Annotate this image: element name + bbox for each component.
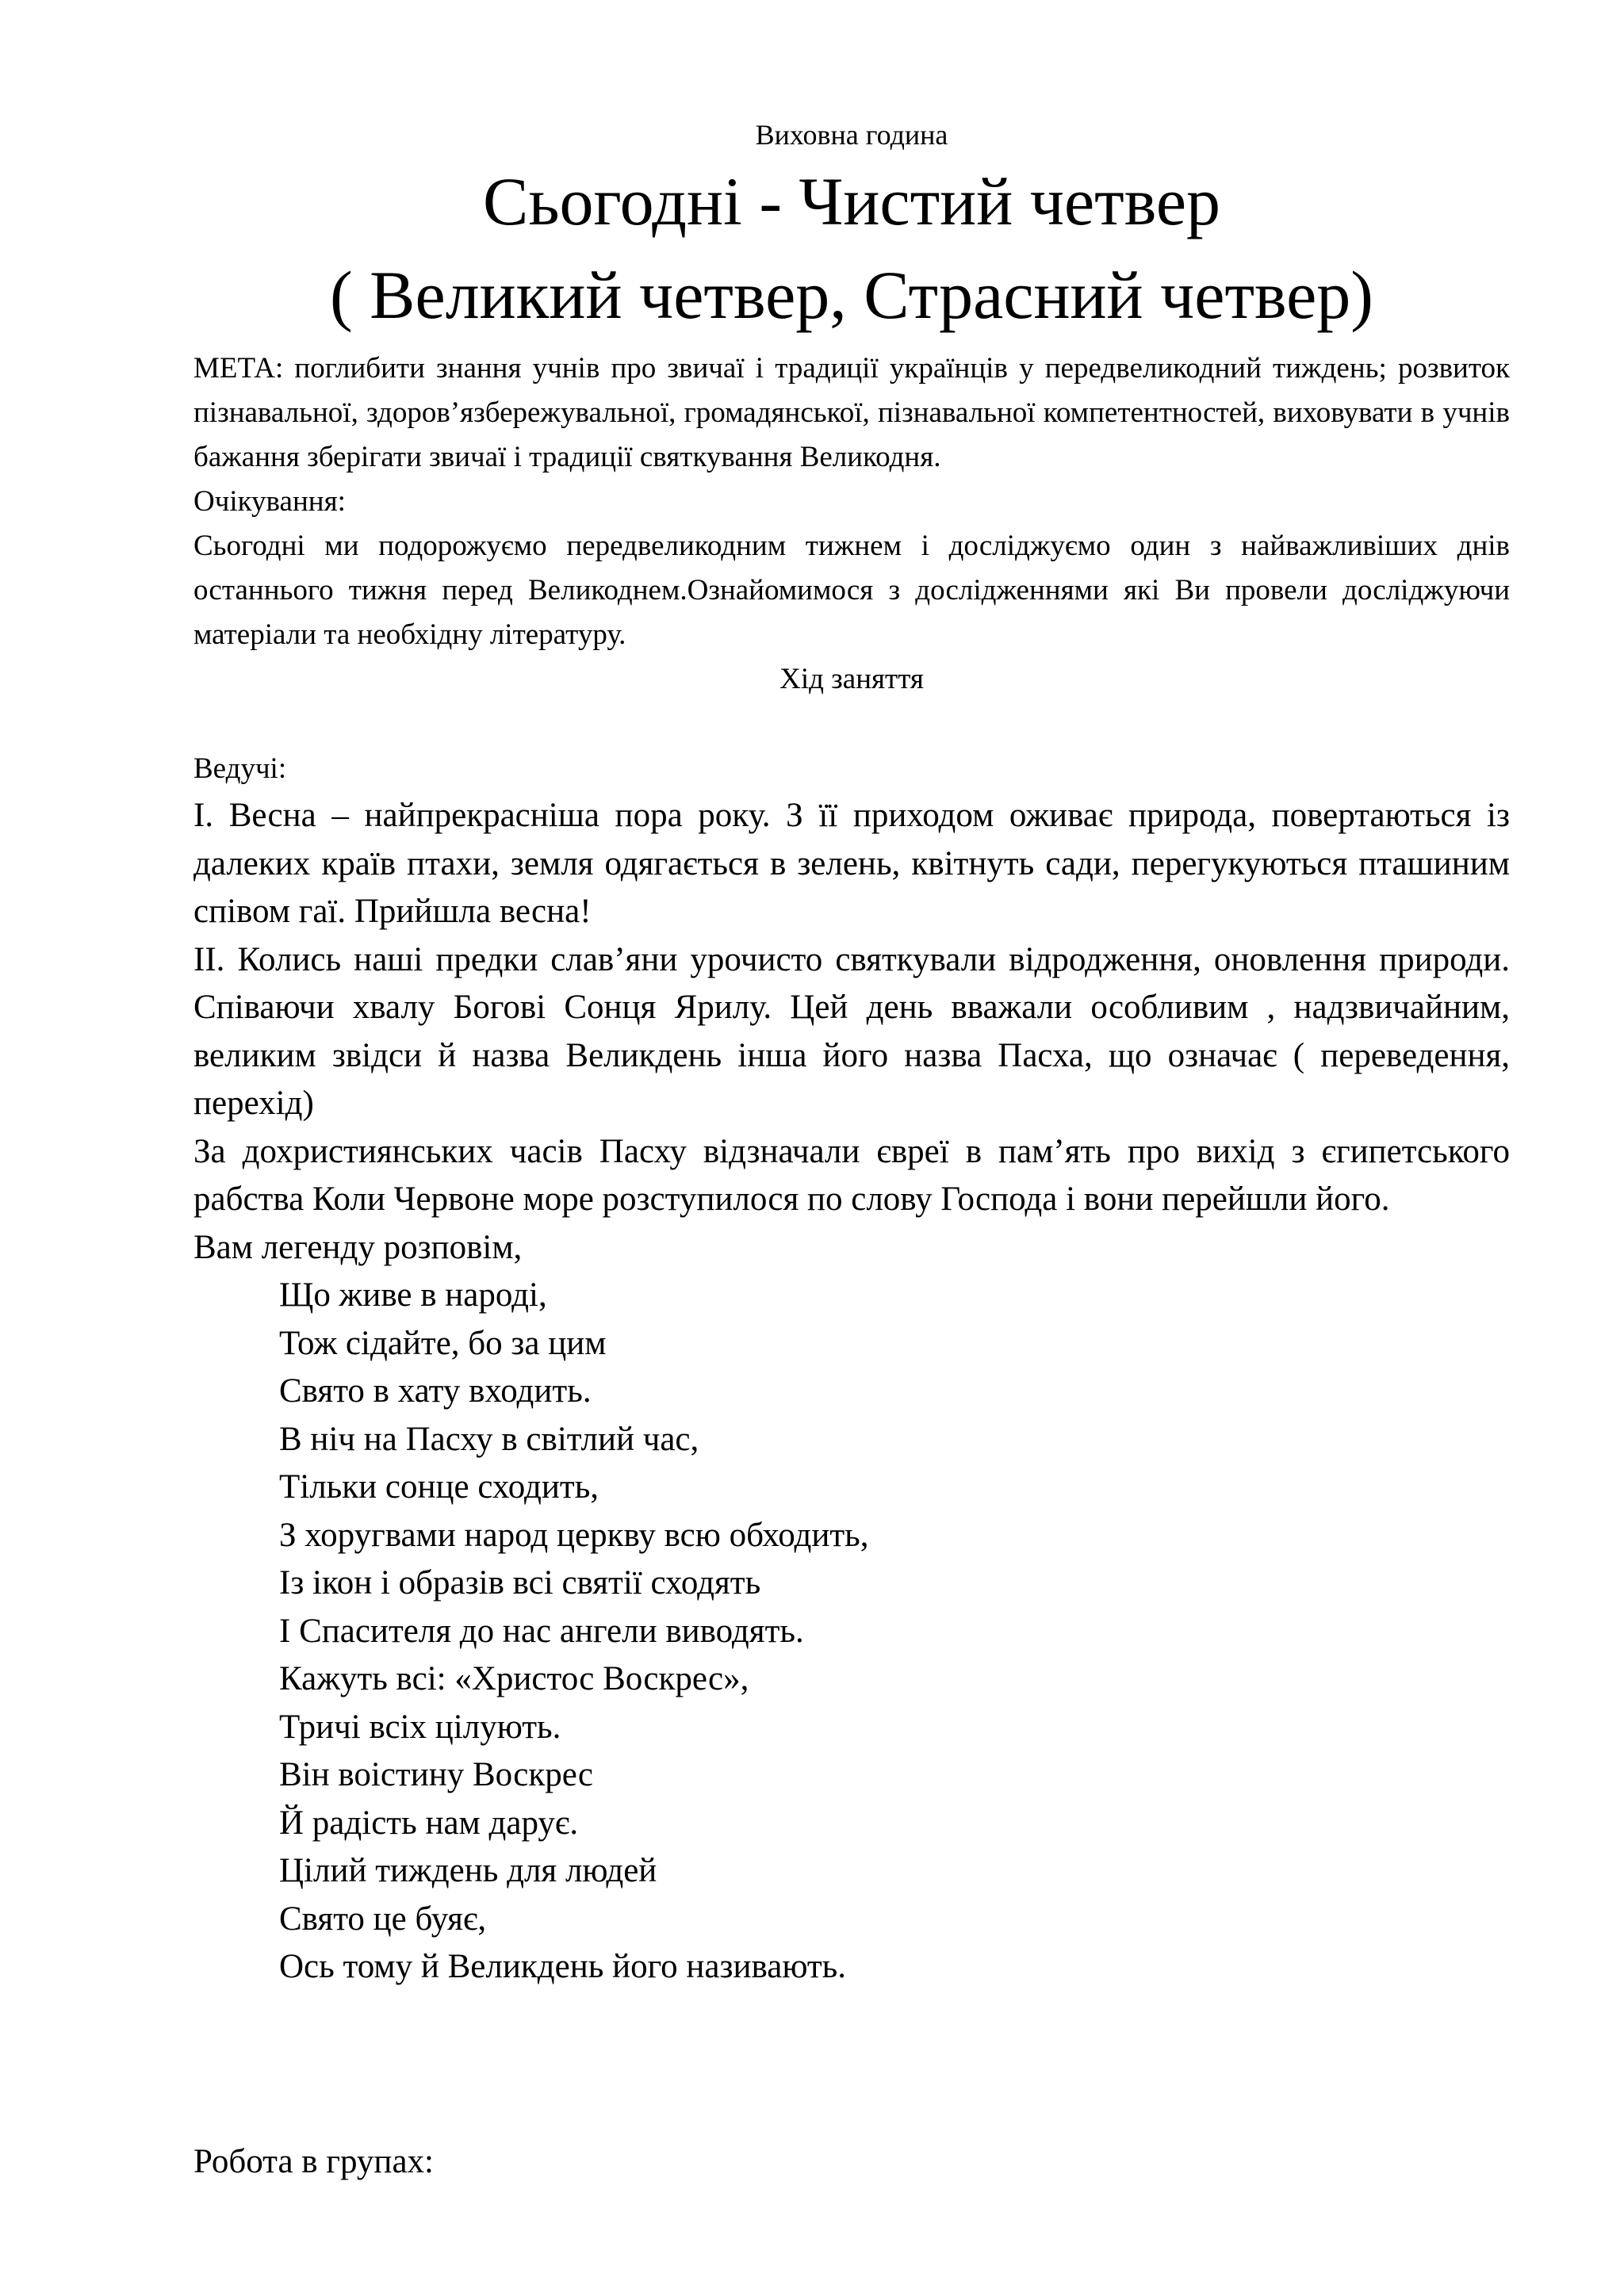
goal-paragraph: МЕТА: поглибити знання учнів про звичаї і традиції українців у передвеликодний тиждень; розвиток пізнавальної, здоров’язбережувальної, громадянської, пізнавальної компетентностей, виховувати в учнів бажання зберігати звичаї і традиції святкування Великодня. [193, 352, 1510, 473]
lesson-heading: Хід заняття [779, 663, 924, 695]
paragraph-passover: За дохристиянських часів Пасху відзначали євреї в пам’ять про вихід з єгипетського рабства Коли Червоне море розступилося по слову Господа і вони перейшли його. [193, 1132, 1510, 1218]
document-content [193, 115, 1510, 2186]
poem-line: Тричі всіх цілують. [279, 1708, 561, 1746]
document-title-line-1: Сьогодні - Чистий четвер [482, 163, 1221, 239]
expectations-label: Очікування: [193, 485, 346, 518]
document-title-line-2: ( Великий четвер, Страсний четвер) [330, 257, 1373, 333]
paragraph-legend-intro: Вам легенду розповім, [193, 1228, 523, 1266]
poem-line: Ось тому й Великдень його називають. [279, 1948, 847, 1985]
poem-line: І Спасителя до нас ангели виводять. [279, 1612, 804, 1650]
poem-line: Свято в хату входить. [279, 1372, 592, 1410]
poem-line: З хоругвами народ церкву всю обходить, [279, 1516, 869, 1554]
hosts-label: Ведучі: [193, 752, 287, 785]
poem-line: Кажуть всі: «Христос Воскрес», [279, 1660, 749, 1697]
expectations-text: Сьогодні ми подорожуємо передвеликодним тижнем і досліджуємо один з найважливіших днів останнього тижня перед Великоднем.Ознайомимося з дослідженнями які Ви провели досліджуючи матеріали та необхідну літературу. [193, 530, 1510, 651]
document-subtitle: Виховна година [755, 119, 948, 151]
paragraph-ancestors: ІІ. Колись наші предки слав’яни урочисто святкували відродження, оновлення природи. Співаючи хвалу Богові Сонця Ярилу. Цей день вважали особливим , надзвичайним, великим звідси й назва Великдень інша його назва Пасха, що означає ( переведення, перехід) [193, 940, 1510, 1122]
poem-line: Що живе в народі, [279, 1276, 547, 1314]
poem-line: Свято це буяє, [279, 1900, 487, 1938]
poem-line: Цілий тиждень для людей [279, 1852, 657, 1889]
poem-line: Він воістину Воскрес [279, 1756, 593, 1793]
poem [193, 1272, 1510, 1992]
poem-line: Із ікон і образів всі святії сходять [279, 1564, 761, 1601]
poem-line: Тільки сонце сходить, [279, 1468, 599, 1506]
poem-line: В ніч на Пасху в світлий час, [279, 1420, 699, 1458]
paragraph-spring: І. Весна – найпрекрасніша пора року. З її приходом оживає природа, повертаються із далеких країв птахи, земля одягається в зелень, квітнуть сади, перегукуються пташиним співом гаї. Прийшла весна! [193, 797, 1510, 930]
group-work-heading: Робота в групах: [193, 2142, 434, 2180]
poem-line: Й радість нам дарує. [279, 1804, 579, 1842]
poem-line: Тож сідайте, бо за цим [279, 1324, 607, 1362]
